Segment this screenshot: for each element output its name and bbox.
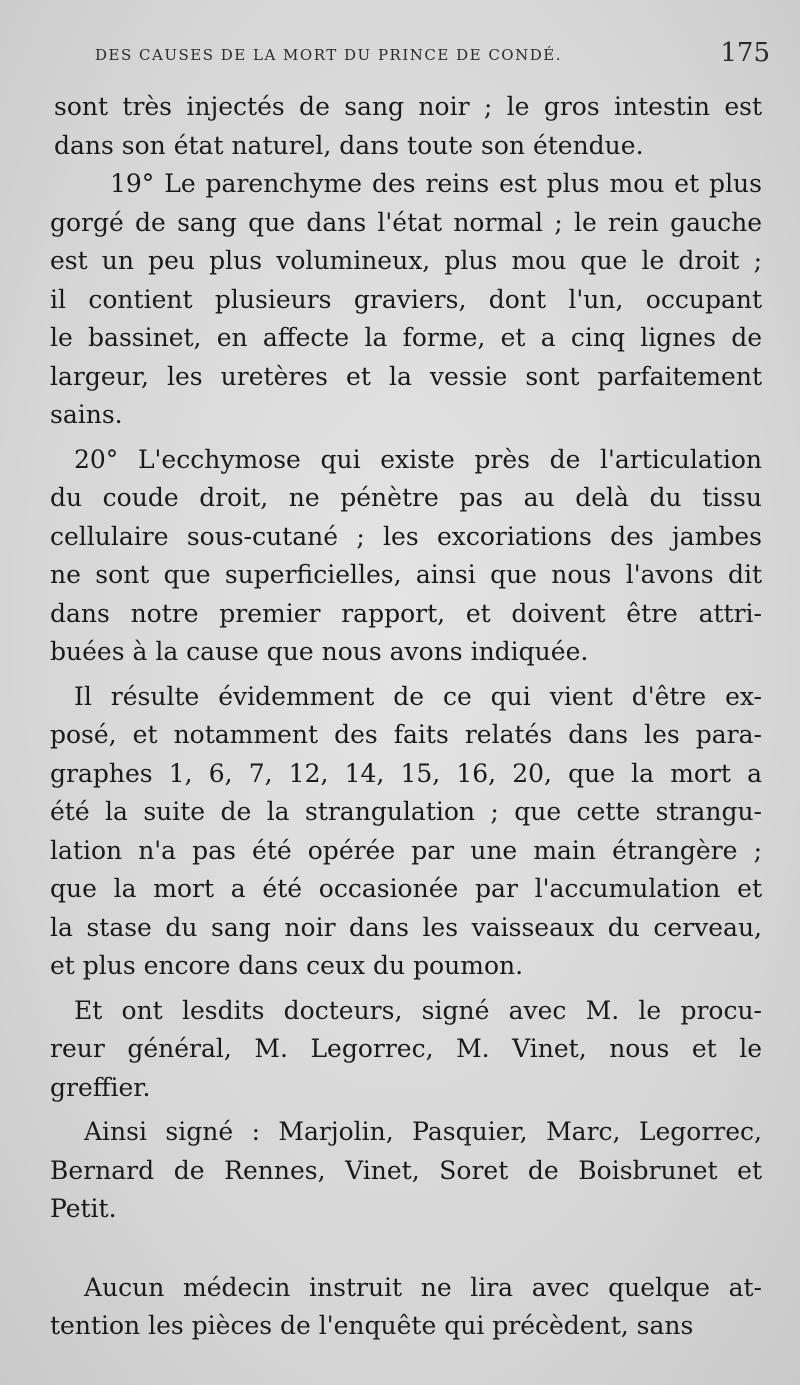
text-line: il contient plusieurs graviers, dont l'un, occupant xyxy=(50,284,762,314)
text-line: Ainsi signé : Marjolin, Pasquier, Marc, Legorrec, xyxy=(84,1117,762,1146)
text-line: posé, et notamment des faits relatés dans les para- xyxy=(50,720,762,749)
text-line: Bernard de Rennes, Vinet, Soret de Boisbrunet et xyxy=(50,1155,762,1185)
text-line: reur général, M. Legorrec, M. Vinet, nous et le xyxy=(50,1034,762,1063)
page-number: 175 xyxy=(720,38,770,68)
text-line: du coude droit, ne pénètre pas au delà du tissu xyxy=(50,483,762,512)
text-line: lation n'a pas été opérée par une main étrangère ; xyxy=(50,835,762,865)
paragraph-signatures-intro xyxy=(50,992,762,1108)
text-line: que la mort a été occasionée par l'accumulation et xyxy=(50,874,762,903)
text-line: 20° L'ecchymose qui existe près de l'articulation xyxy=(74,444,762,474)
text-line: cellulaire sous-cutané ; les excoriations des jambes xyxy=(50,521,762,551)
text-line: gorgé de sang que dans l'état normal ; le rein gauche xyxy=(50,207,762,237)
paragraph-aucun-medecin xyxy=(50,1269,762,1346)
text-line: greffier. xyxy=(50,1072,151,1102)
text-line: dans notre premier rapport, et doivent être attri- xyxy=(50,598,762,628)
text-line: été la suite de la strangulation ; que cette strangu- xyxy=(50,797,762,826)
text-line: est un peu plus volumineux, plus mou que le droit ; xyxy=(50,246,762,275)
text-line: dans son état naturel, dans toute son étendue. xyxy=(54,130,644,160)
text-line: sont très injectés de sang noir ; le gros intestin est xyxy=(54,92,762,121)
text-line: le bassinet, en affecte la forme, et a cinq lignes de xyxy=(50,323,762,352)
text-line: ne sont que superficielles, ainsi que nous l'avons dit xyxy=(50,560,762,589)
text-line: 19° Le parenchyme des reins est plus mou et plus xyxy=(110,169,762,198)
running-head: DES CAUSES DE LA MORT DU PRINCE DE CONDÉ. xyxy=(95,46,562,64)
text-line: tention les pièces de l'enquête qui précèdent, sans xyxy=(50,1311,694,1340)
text-line: largeur, les uretères et la vessie sont parfaitement xyxy=(50,361,762,391)
text-line: Aucun médecin instruit ne lira avec quelque at- xyxy=(84,1272,762,1302)
text-line: et plus encore dans ceux du poumon. xyxy=(50,951,524,980)
text-line: buées à la cause que nous avons indiquée. xyxy=(50,637,589,666)
body-text xyxy=(50,88,762,1346)
text-line: Petit. xyxy=(50,1194,117,1223)
paragraph-signatories xyxy=(50,1113,762,1229)
text-line: la stase du sang noir dans les vaisseaux du cerveau, xyxy=(50,912,762,942)
paragraph-19-reins xyxy=(50,165,762,435)
page-header xyxy=(95,38,770,78)
paragraph-intestine xyxy=(50,88,762,165)
text-line: Et ont lesdits docteurs, signé avec M. le procu- xyxy=(74,995,762,1025)
text-line: Il résulte évidemment de ce qui vient d'être ex- xyxy=(74,681,762,711)
text-line: sains. xyxy=(50,400,123,429)
paragraph-conclusion xyxy=(50,678,762,986)
paragraph-20-ecchymose xyxy=(50,441,762,672)
text-line: graphes 1, 6, 7, 12, 14, 15, 16, 20, que la mort a xyxy=(50,758,762,788)
